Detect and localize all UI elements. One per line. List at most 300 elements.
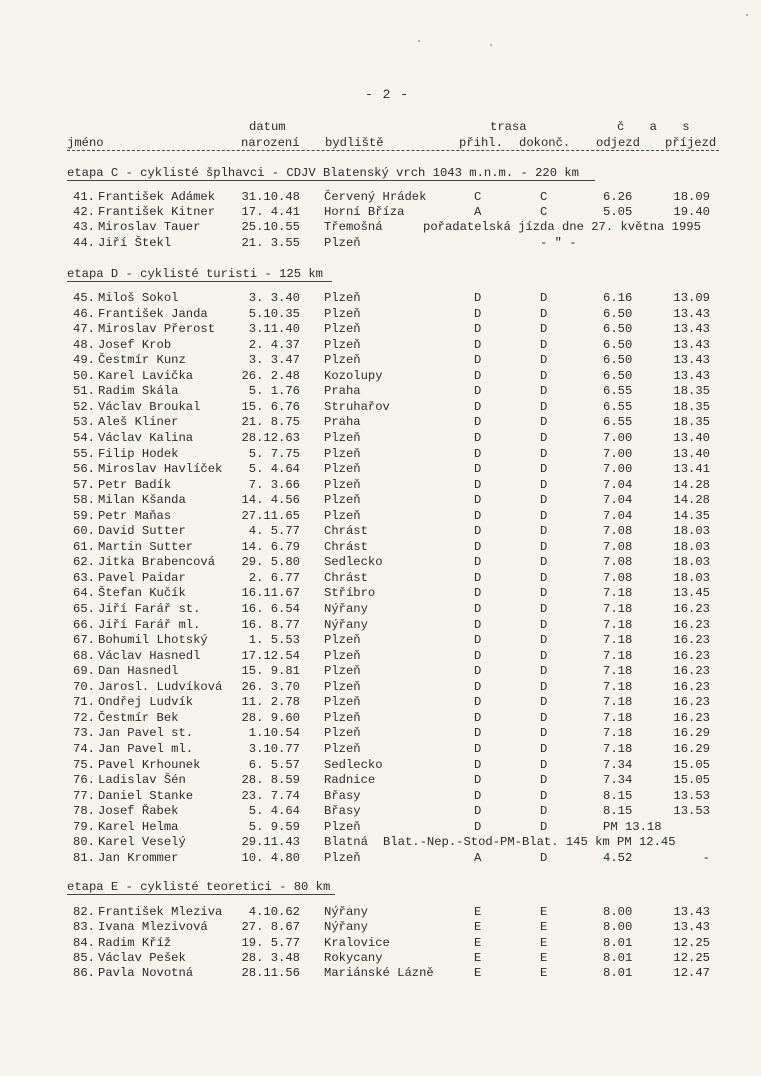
residence: Plzeň (324, 711, 361, 725)
route-registered: D (474, 649, 482, 663)
route-completed: D (540, 742, 548, 756)
table-row (0, 509, 761, 524)
birth-date: 10. 4.80 (241, 851, 300, 865)
departure-time: 7.08 (603, 524, 633, 538)
row-number: 63. (73, 571, 95, 585)
page-number: - 2 - (365, 87, 410, 102)
table-row (0, 236, 761, 251)
table-row (0, 220, 761, 235)
route-completed: D (540, 462, 548, 476)
residence: Chrást (324, 571, 368, 585)
header-prijezd: příjezd (665, 136, 717, 150)
route-registered: D (474, 695, 482, 709)
table-row (0, 555, 761, 570)
table-row (0, 835, 761, 850)
residence: Nýřany (324, 602, 368, 616)
table-row (0, 936, 761, 951)
departure-time: 7.18 (603, 726, 633, 740)
birth-date: 5.10.35 (248, 307, 300, 321)
table-row (0, 400, 761, 415)
birth-date: 15. 9.81 (241, 664, 300, 678)
arrival-time: 13.43 (673, 322, 710, 336)
birth-date: 28.12.63 (241, 431, 300, 445)
participant-name: Pavla Novotná (98, 966, 194, 980)
table-row (0, 478, 761, 493)
residence: Plzeň (324, 820, 361, 834)
route-registered: D (474, 431, 482, 445)
residence: Chrást (324, 524, 368, 538)
route-completed: D (540, 369, 548, 383)
participant-name: Karel Lavička (98, 369, 194, 383)
departure-time: 6.55 (603, 400, 633, 414)
birth-date: 14. 4.56 (241, 493, 300, 507)
row-number: 47. (73, 322, 95, 336)
table-row (0, 586, 761, 601)
residence: Sedlecko (324, 758, 383, 772)
route-registered: D (474, 602, 482, 616)
route-registered: A (474, 205, 482, 219)
arrival-time: 13.53 (673, 804, 710, 818)
participant-name: Josef Řabek (98, 804, 179, 818)
arrival-time: 12.25 (673, 936, 710, 950)
residence: Plzeň (324, 431, 361, 445)
route-registered: D (474, 664, 482, 678)
route-registered: D (474, 322, 482, 336)
route-registered: D (474, 586, 482, 600)
route-completed: D (540, 291, 548, 305)
participant-name: Dan Hasnedl (98, 664, 179, 678)
row-number: 76. (73, 773, 95, 787)
residence: Nýřany (324, 920, 368, 934)
table-row (0, 190, 761, 205)
birth-date: 17.12.54 (241, 649, 300, 663)
birth-date: 2. 6.77 (248, 571, 300, 585)
departure-time: 7.18 (603, 695, 633, 709)
departure-time: 8.15 (603, 804, 633, 818)
table-row (0, 618, 761, 633)
table-row (0, 758, 761, 773)
birth-date: 4.10.62 (248, 905, 300, 919)
participant-name: Bohumil Lhotský (98, 633, 208, 647)
row-number: 41. (73, 190, 95, 204)
birth-date: 5. 1.76 (248, 384, 300, 398)
route-registered: A (474, 851, 482, 865)
participant-name: Jiří Farář ml. (98, 618, 201, 632)
arrival-time: 16.23 (673, 633, 710, 647)
table-row (0, 664, 761, 679)
departure-time: 7.08 (603, 571, 633, 585)
residence: Plzeň (324, 322, 361, 336)
row-number: 78. (73, 804, 95, 818)
route-completed: D (540, 307, 548, 321)
table-row (0, 447, 761, 462)
birth-date: 3.11.40 (248, 322, 300, 336)
section-title-underline (67, 180, 595, 181)
row-number: 79. (73, 820, 95, 834)
row-number: 73. (73, 726, 95, 740)
route-completed: D (540, 726, 548, 740)
participant-name: Radim Kříž (98, 936, 172, 950)
table-row (0, 804, 761, 819)
table-row (0, 773, 761, 788)
row-number: 68. (73, 649, 95, 663)
row-number: 65. (73, 602, 95, 616)
route-registered: D (474, 307, 482, 321)
route-registered: D (474, 820, 482, 834)
section-title: etapa E - cyklisté teoretici - 80 km (67, 880, 331, 894)
participant-name: Karel Helma (98, 820, 179, 834)
route-registered: D (474, 742, 482, 756)
route-registered: D (474, 509, 482, 523)
arrival-time: 16.29 (673, 726, 710, 740)
departure-time: 7.08 (603, 555, 633, 569)
table-row (0, 524, 761, 539)
departure-time: 8.01 (603, 966, 633, 980)
participant-name: Jiří Farář st. (98, 602, 201, 616)
table-row (0, 966, 761, 981)
departure-time: 7.04 (603, 509, 633, 523)
departure-time: 6.55 (603, 415, 633, 429)
route-registered: D (474, 758, 482, 772)
section-title: etapa D - cyklisté turisti - 125 km (67, 267, 323, 281)
row-note: pořadatelská jízda dne 27. května 1995 (423, 220, 701, 234)
header-dokonc: dokonč. (519, 136, 571, 150)
row-number: 52. (73, 400, 95, 414)
header-trasa: trasa (490, 120, 527, 134)
participant-name: Petr Maňas (98, 509, 172, 523)
row-number: 75. (73, 758, 95, 772)
row-number: 49. (73, 353, 95, 367)
departure-time: 7.18 (603, 680, 633, 694)
route-completed: D (540, 384, 548, 398)
residence: Plzeň (324, 851, 361, 865)
participant-name: Petr Badík (98, 478, 172, 492)
row-number: 71. (73, 695, 95, 709)
participant-name: Ivana Mlezivová (98, 920, 208, 934)
departure-time: 5.05 (603, 205, 633, 219)
arrival-time: 13.43 (673, 338, 710, 352)
departure-time: 8.01 (603, 951, 633, 965)
arrival-time: 13.43 (673, 307, 710, 321)
arrival-time: 13.43 (673, 353, 710, 367)
participant-name: Jitka Brabencová (98, 555, 216, 569)
route-registered: D (474, 493, 482, 507)
route-completed: D (540, 571, 548, 585)
arrival-time: 18.03 (673, 540, 710, 554)
route-completed: D (540, 711, 548, 725)
residence: Stříbro (324, 586, 376, 600)
residence: Třemošná (324, 220, 383, 234)
residence: Červený Hrádek (324, 190, 427, 204)
birth-date: 28. 8.59 (241, 773, 300, 787)
birth-date: 6. 5.57 (248, 758, 300, 772)
row-number: 77. (73, 789, 95, 803)
birth-date: 5. 4.64 (248, 804, 300, 818)
birth-date: 15. 6.76 (241, 400, 300, 414)
row-number: 81. (73, 851, 95, 865)
route-completed: E (540, 966, 548, 980)
departure-time: 7.00 (603, 431, 633, 445)
route-registered: D (474, 384, 482, 398)
route-registered: D (474, 555, 482, 569)
route-completed: D (540, 586, 548, 600)
arrival-time: 13.40 (673, 431, 710, 445)
participant-name: Pavel Paidar (98, 571, 186, 585)
arrival-time: 19.40 (673, 205, 710, 219)
row-number: 86. (73, 966, 95, 980)
table-row (0, 369, 761, 384)
residence: Nýřany (324, 905, 368, 919)
route-completed: D (540, 851, 548, 865)
arrival-time: 16.23 (673, 695, 710, 709)
row-number: 57. (73, 478, 95, 492)
route-registered: D (474, 524, 482, 538)
participant-name: Daniel Stanke (98, 789, 194, 803)
header-odjezd: odjezd (596, 136, 640, 150)
birth-date: 16. 8.77 (241, 618, 300, 632)
route-completed: D (540, 664, 548, 678)
arrival-time: 13.43 (673, 369, 710, 383)
participant-name: Jan Krommer (98, 851, 179, 865)
departure-time: 7.18 (603, 633, 633, 647)
departure-time: 8.01 (603, 936, 633, 950)
participant-name: Václav Broukal (98, 400, 201, 414)
departure-time: 8.15 (603, 789, 633, 803)
route-completed: D (540, 820, 548, 834)
row-number: 45. (73, 291, 95, 305)
route-registered: C (474, 190, 482, 204)
arrival-time: 16.23 (673, 664, 710, 678)
route-registered: E (474, 936, 482, 950)
route-completed: D (540, 649, 548, 663)
arrival-time: 12.47 (673, 966, 710, 980)
arrival-time: 12.25 (673, 951, 710, 965)
residence: Plzeň (324, 633, 361, 647)
birth-date: 1. 5.53 (248, 633, 300, 647)
residence: Plzeň (324, 291, 361, 305)
arrival-time: 16.23 (673, 618, 710, 632)
table-row (0, 742, 761, 757)
arrival-time: 18.35 (673, 415, 710, 429)
route-completed: D (540, 758, 548, 772)
participant-name: Jan Pavel ml. (98, 742, 194, 756)
participant-name: Čestmír Bek (98, 711, 179, 725)
birth-date: 16. 6.54 (241, 602, 300, 616)
departure-time: 7.08 (603, 540, 633, 554)
route-registered: E (474, 951, 482, 965)
route-completed: D (540, 602, 548, 616)
participant-name: Josef Krob (98, 338, 172, 352)
route-registered: D (474, 571, 482, 585)
birth-date: 28. 9.60 (241, 711, 300, 725)
table-row (0, 571, 761, 586)
participant-name: Filip Hodek (98, 447, 179, 461)
residence: Horní Bříza (324, 205, 405, 219)
table-row (0, 415, 761, 430)
route-completed: D (540, 353, 548, 367)
birth-date: 19. 5.77 (241, 936, 300, 950)
route-registered: D (474, 540, 482, 554)
row-number: 84. (73, 936, 95, 950)
departure-time: 7.34 (603, 758, 633, 772)
paper-speck (490, 44, 492, 46)
row-number: 61. (73, 540, 95, 554)
residence: Plzeň (324, 680, 361, 694)
route-completed: D (540, 338, 548, 352)
route-completed: C (540, 205, 548, 219)
residence: Kozolupy (324, 369, 383, 383)
birth-date: 7. 3.66 (248, 478, 300, 492)
route-completed: D (540, 695, 548, 709)
route-registered: D (474, 415, 482, 429)
arrival-time: 13.53 (673, 789, 710, 803)
row-number: 83. (73, 920, 95, 934)
route-completed: D (540, 804, 548, 818)
departure-time: 6.50 (603, 369, 633, 383)
header-bydliste: bydliště (325, 136, 384, 150)
row-number: 67. (73, 633, 95, 647)
arrival-time: 14.28 (673, 493, 710, 507)
row-number: 48. (73, 338, 95, 352)
participant-name: Karel Veselý (98, 835, 186, 849)
table-row (0, 905, 761, 920)
route-completed: D (540, 322, 548, 336)
header-underline (67, 150, 719, 151)
paper-speck (418, 40, 420, 42)
table-row (0, 353, 761, 368)
residence: Břasy (324, 789, 361, 803)
departure-time: 7.18 (603, 711, 633, 725)
departure-time: 6.50 (603, 353, 633, 367)
arrival-time: 16.23 (673, 680, 710, 694)
route-completed: D (540, 415, 548, 429)
departure-time: 6.26 (603, 190, 633, 204)
route-completed: D (540, 555, 548, 569)
arrival-time: 16.23 (673, 711, 710, 725)
participant-name: Miloš Sokol (98, 291, 179, 305)
row-note: Blat.-Nep.-Stod-PM-Blat. 145 km PM 12.45 (383, 835, 676, 849)
table-row (0, 820, 761, 835)
arrival-time: - (702, 851, 710, 865)
section-title-underline (67, 281, 332, 282)
departure-time: 8.00 (603, 920, 633, 934)
participant-name: Miroslav Přerost (98, 322, 216, 336)
residence: Plzeň (324, 447, 361, 461)
departure-time: 8.00 (603, 905, 633, 919)
participant-name: František Mleziva (98, 905, 223, 919)
row-number: 69. (73, 664, 95, 678)
birth-date: 26. 2.48 (241, 369, 300, 383)
departure-time: 4.52 (603, 851, 633, 865)
birth-date: 31.10.48 (241, 190, 300, 204)
table-row (0, 951, 761, 966)
residence: Nýřany (324, 618, 368, 632)
route-completed: D (540, 478, 548, 492)
residence: Praha (324, 384, 361, 398)
participant-name: Miroslav Tauer (98, 220, 201, 234)
residence: Plzeň (324, 726, 361, 740)
route-completed: C (540, 190, 548, 204)
participant-name: Ladislav Šén (98, 773, 186, 787)
route-registered: D (474, 726, 482, 740)
arrival-time: 18.03 (673, 524, 710, 538)
birth-date: 4. 5.77 (248, 524, 300, 538)
arrival-time: 16.23 (673, 602, 710, 616)
table-row (0, 291, 761, 306)
participant-name: Radim Skála (98, 384, 179, 398)
birth-date: 3. 3.47 (248, 353, 300, 367)
birth-date: 5. 9.59 (248, 820, 300, 834)
row-number: 74. (73, 742, 95, 756)
table-row (0, 307, 761, 322)
route-registered: D (474, 633, 482, 647)
residence: Plzeň (324, 509, 361, 523)
residence: Chrást (324, 540, 368, 554)
residence: Plzeň (324, 695, 361, 709)
row-number: 56. (73, 462, 95, 476)
table-row (0, 493, 761, 508)
route-registered: D (474, 773, 482, 787)
participant-name: František Janda (98, 307, 208, 321)
route-completed: E (540, 920, 548, 934)
row-number: 46. (73, 307, 95, 321)
arrival-time: 13.43 (673, 920, 710, 934)
route-registered: E (474, 905, 482, 919)
residence: Plzeň (324, 742, 361, 756)
route-completed: D (540, 633, 548, 647)
table-row (0, 680, 761, 695)
participant-name: Miroslav Havlíček (98, 462, 223, 476)
participant-name: Václav Hasnedl (98, 649, 201, 663)
route-completed: D (540, 431, 548, 445)
header-cas: č a s (617, 120, 699, 134)
row-number: 55. (73, 447, 95, 461)
residence: Rokycany (324, 951, 383, 965)
participant-name: František Kitner (98, 205, 216, 219)
route-registered: D (474, 711, 482, 725)
table-row (0, 726, 761, 741)
table-row (0, 462, 761, 477)
residence: Plzeň (324, 307, 361, 321)
row-number: 54. (73, 431, 95, 445)
row-number: 72. (73, 711, 95, 725)
row-number: 59. (73, 509, 95, 523)
birth-date: 17. 4.41 (241, 205, 300, 219)
table-row (0, 920, 761, 935)
departure-time: 6.16 (603, 291, 633, 305)
table-row (0, 338, 761, 353)
arrival-time: 16.23 (673, 649, 710, 663)
arrival-time: 18.03 (673, 555, 710, 569)
residence: Mariánské Lázně (324, 966, 434, 980)
row-number: 85. (73, 951, 95, 965)
row-number: 43. (73, 220, 95, 234)
route-registered: D (474, 338, 482, 352)
row-number: 53. (73, 415, 95, 429)
birth-date: 11. 2.78 (241, 695, 300, 709)
paper-speck (746, 14, 748, 16)
birth-date: 21. 8.75 (241, 415, 300, 429)
route-completed: E (540, 951, 548, 965)
arrival-time: 15.05 (673, 758, 710, 772)
participant-name: Aleš Kliner (98, 415, 179, 429)
route-completed: D (540, 773, 548, 787)
table-row (0, 633, 761, 648)
header-narozeni: narození (241, 136, 300, 150)
birth-date: 21. 3.55 (241, 236, 300, 250)
arrival-time: 13.45 (673, 586, 710, 600)
header-datum: datum (249, 120, 286, 134)
